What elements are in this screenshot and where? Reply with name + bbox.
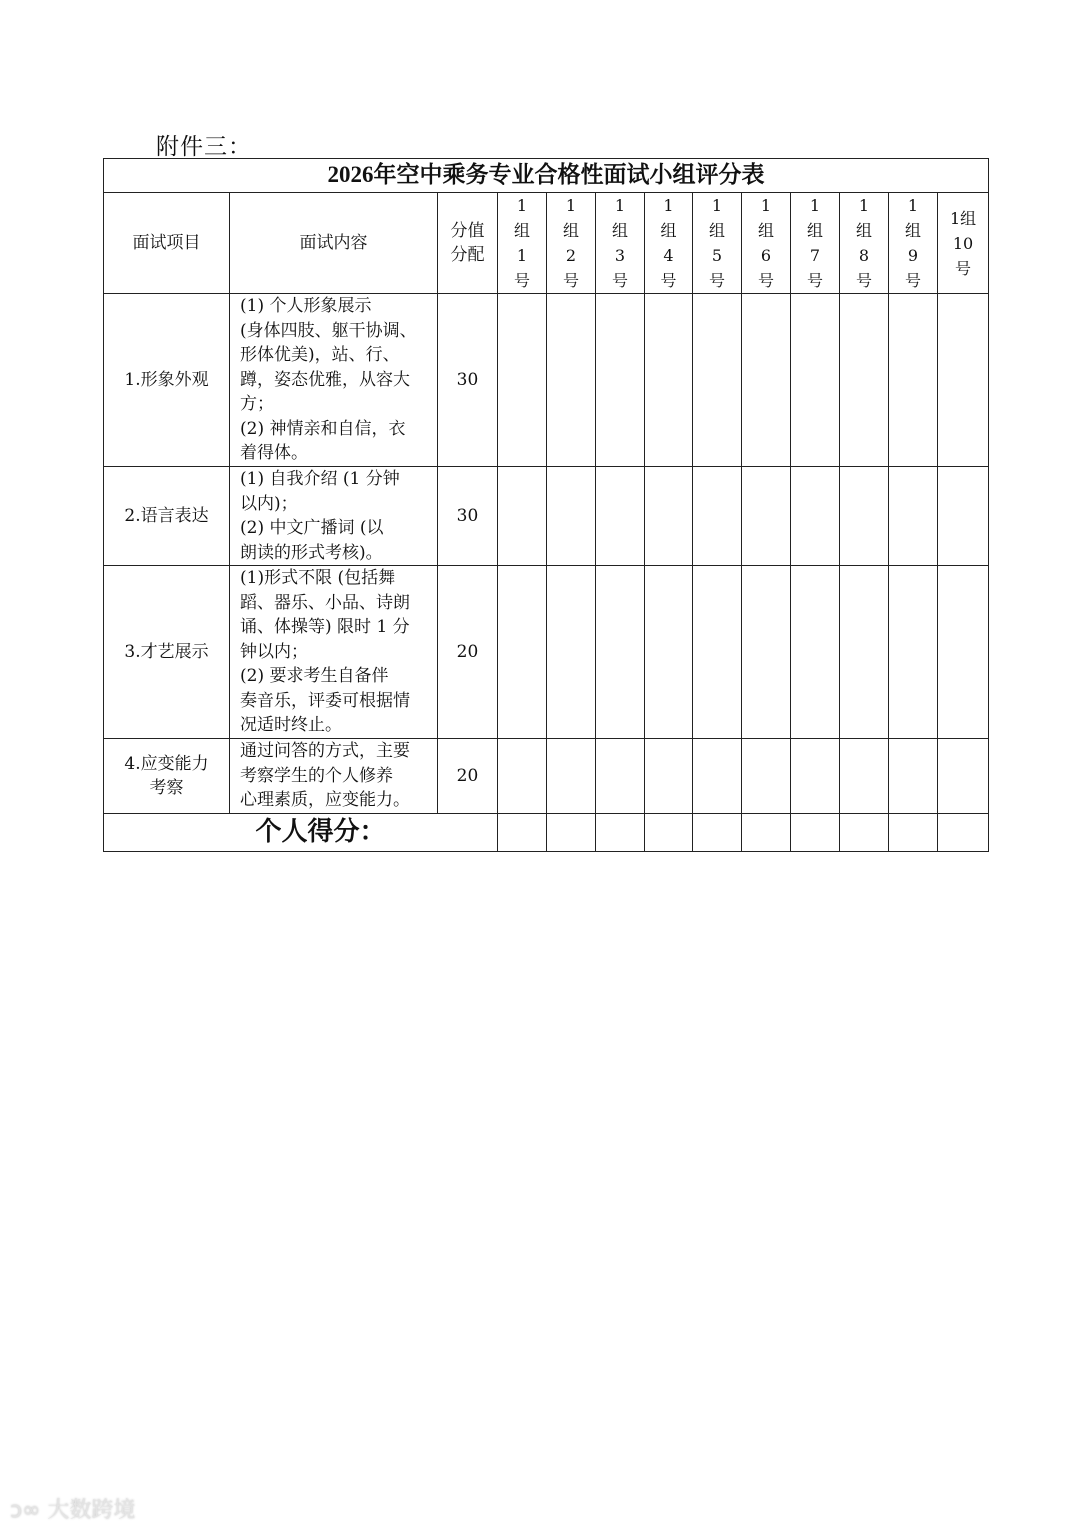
- total-score-cell[interactable]: [645, 814, 693, 852]
- score-entry-cell[interactable]: [693, 467, 742, 566]
- header-content: 面试内容: [230, 193, 438, 294]
- header-candidate: 1 组 4 号: [645, 193, 693, 294]
- table-row: [104, 739, 989, 814]
- table-title: 2026年空中乘务专业合格性面试小组评分表: [104, 159, 989, 193]
- score-entry-cell[interactable]: [645, 294, 693, 467]
- total-score-cell[interactable]: [791, 814, 840, 852]
- score-entry-cell[interactable]: [742, 739, 791, 814]
- content-cell: (1) 自我介绍 (1 分钟 以内)； (2) 中文广播词 (以 朗读的形式考核)。: [230, 467, 438, 566]
- total-score-cell[interactable]: [693, 814, 742, 852]
- score-entry-cell[interactable]: [938, 566, 989, 739]
- score-entry-cell[interactable]: [840, 467, 889, 566]
- total-score-cell[interactable]: [840, 814, 889, 852]
- attachment-label: 附件三：: [156, 134, 252, 160]
- score-entry-cell[interactable]: [547, 467, 596, 566]
- score-entry-cell[interactable]: [596, 294, 645, 467]
- score-entry-cell[interactable]: [498, 467, 547, 566]
- score-entry-cell[interactable]: [742, 566, 791, 739]
- header-candidate: 1 组 6 号: [742, 193, 791, 294]
- score-entry-cell[interactable]: [840, 294, 889, 467]
- watermark-text: 大数跨境: [47, 1498, 136, 1523]
- score-entry-cell[interactable]: [889, 566, 938, 739]
- header-candidate: 1 组 7 号: [791, 193, 840, 294]
- total-score-label: 个人得分：: [104, 814, 498, 852]
- item-cell: 2.语言表达: [104, 467, 230, 566]
- score-entry-cell[interactable]: [840, 739, 889, 814]
- header-candidate: 1 组 1 号: [498, 193, 547, 294]
- score-cell: 30: [438, 467, 498, 566]
- score-entry-cell[interactable]: [645, 739, 693, 814]
- content-cell: 通过问答的方式，主要 考察学生的个人修养 心理素质，应变能力。: [230, 739, 438, 814]
- content-cell: (1)形式不限 (包括舞 蹈、器乐、小品、诗朗 诵、体操等) 限时 1 分 钟以内； (2) 要求考生自备伴 奏音乐，评委可根据情 况适时终止。: [230, 566, 438, 739]
- score-entry-cell[interactable]: [547, 566, 596, 739]
- score-cell: 20: [438, 739, 498, 814]
- header-candidate: 1 组 2 号: [547, 193, 596, 294]
- score-cell: 30: [438, 294, 498, 467]
- total-score-cell[interactable]: [498, 814, 547, 852]
- score-entry-cell[interactable]: [693, 566, 742, 739]
- score-entry-cell[interactable]: [742, 467, 791, 566]
- score-entry-cell[interactable]: [693, 294, 742, 467]
- score-entry-cell[interactable]: [693, 739, 742, 814]
- content-cell: (1) 个人形象展示 (身体四肢、躯干协调、 形体优美)，站、行、 蹲，姿态优雅，从容大 方； (2) 神情亲和自信，衣 着得体。: [230, 294, 438, 467]
- score-entry-cell[interactable]: [498, 566, 547, 739]
- score-entry-cell[interactable]: [938, 467, 989, 566]
- score-entry-cell[interactable]: [645, 566, 693, 739]
- header-item: 面试项目: [104, 193, 230, 294]
- header-candidate: 1 组 3 号: [596, 193, 645, 294]
- total-score-cell[interactable]: [938, 814, 989, 852]
- score-entry-cell[interactable]: [498, 294, 547, 467]
- scoring-table: [103, 158, 989, 852]
- header-candidate: 1 组 9 号: [889, 193, 938, 294]
- item-cell: 3.才艺展示: [104, 566, 230, 739]
- score-cell: 20: [438, 566, 498, 739]
- total-score-cell[interactable]: [547, 814, 596, 852]
- score-entry-cell[interactable]: [791, 566, 840, 739]
- score-entry-cell[interactable]: [938, 294, 989, 467]
- score-entry-cell[interactable]: [547, 294, 596, 467]
- header-candidate: 1组 10 号: [938, 193, 989, 294]
- score-entry-cell[interactable]: [889, 294, 938, 467]
- table-row: [104, 294, 989, 467]
- item-cell: 4.应变能力 考察: [104, 739, 230, 814]
- score-entry-cell[interactable]: [791, 467, 840, 566]
- header-candidate: 1 组 8 号: [840, 193, 889, 294]
- header-score: 分值 分配: [438, 193, 498, 294]
- total-score-cell[interactable]: [889, 814, 938, 852]
- score-entry-cell[interactable]: [938, 739, 989, 814]
- score-entry-cell[interactable]: [547, 739, 596, 814]
- score-entry-cell[interactable]: [889, 467, 938, 566]
- watermark-logo: ↄ∞ 大数跨境: [10, 1498, 136, 1523]
- score-entry-cell[interactable]: [889, 739, 938, 814]
- table-row: [104, 467, 989, 566]
- table-row: [104, 566, 989, 739]
- total-score-cell[interactable]: [596, 814, 645, 852]
- score-entry-cell[interactable]: [791, 294, 840, 467]
- score-entry-cell[interactable]: [791, 739, 840, 814]
- score-entry-cell[interactable]: [596, 467, 645, 566]
- score-entry-cell[interactable]: [596, 739, 645, 814]
- score-entry-cell[interactable]: [596, 566, 645, 739]
- score-entry-cell[interactable]: [498, 739, 547, 814]
- header-candidate: 1 组 5 号: [693, 193, 742, 294]
- score-entry-cell[interactable]: [840, 566, 889, 739]
- item-cell: 1.形象外观: [104, 294, 230, 467]
- score-entry-cell[interactable]: [645, 467, 693, 566]
- total-score-cell[interactable]: [742, 814, 791, 852]
- score-entry-cell[interactable]: [742, 294, 791, 467]
